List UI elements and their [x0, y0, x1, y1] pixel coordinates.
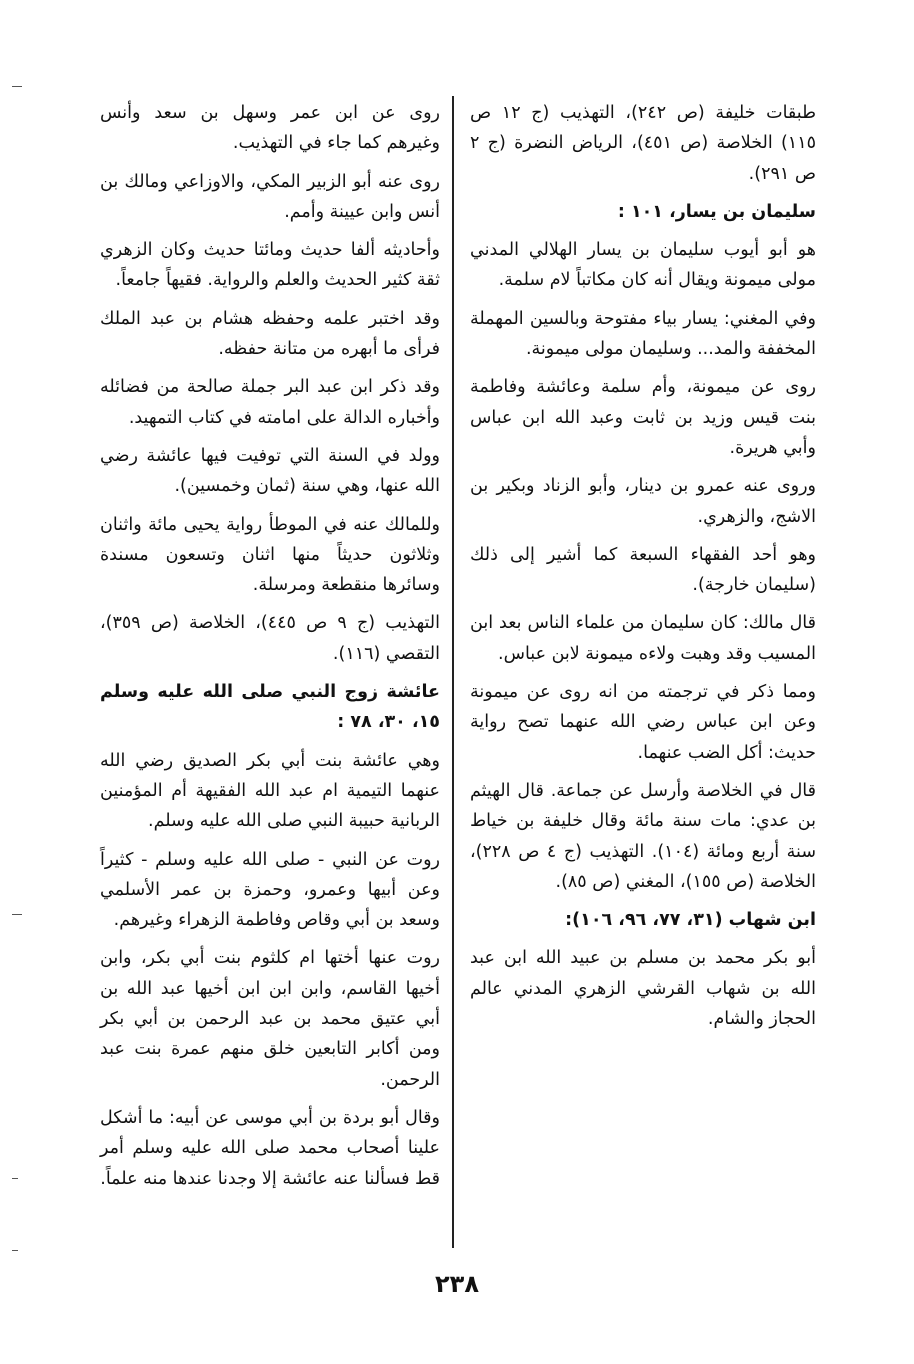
entry-heading: عائشة زوج النبي صلى الله عليه وسلم ١٥، ٣٠، ٧٨ :	[100, 682, 440, 733]
paragraph: وقال أبو بردة بن أبي موسى عن أبيه: ما أشكل علينا أصحاب محمد صلى الله عليه وسلم أمر قط فسألنا عنه عائشة إلا وجدنا عندها منه علماً.	[100, 1107, 440, 1189]
page-number: ٢٣٨	[435, 1270, 479, 1298]
paragraph: روت عنها أختها ام كلثوم بنت أبي بكر، وابن أخيها القاسم، وابن ابن ابن أخيها عبد الله بن أبي عتيق محمد بن عبد الرحمن بن أبي بكر ومن أكابر التابعين خلق منهم عمرة بنت عبد الرحمن.	[100, 948, 440, 1090]
paragraph: روى عنه أبو الزبير المكي، والاوزاعي ومالك بن أنس وابن عيينة وأمم.	[100, 171, 440, 222]
paragraph: وروى عنه عمرو بن دينار، وأبو الزناد وبكير بن الاشج، والزهري.	[470, 476, 816, 527]
scan-margin-mark	[12, 914, 22, 915]
paragraph: وولد في السنة التي توفيت فيها عائشة رضي الله عنها، وهي سنة (ثمان وخمسين).	[100, 445, 440, 497]
left-column	[100, 98, 440, 1202]
paragraph: وهي عائشة بنت أبي بكر الصديق رضي الله عنهما التيمية ام عبد الله الفقيهة أم المؤمنين الربانية حبيبة النبي صلى الله عليه وسلم.	[100, 750, 440, 832]
paragraph: وفي المغني: يسار بياء مفتوحة وبالسين المهملة المخففة والمد... وسليمان مولى ميمونة.	[470, 308, 816, 360]
paragraph: وقد اختبر علمه وحفظه هشام بن عبد الملك فرأى ما أبهره من متانة حفظه.	[100, 308, 440, 360]
paragraph: أبو بكر محمد بن مسلم بن عبيد الله ابن عبد الله بن شهاب القرشي الزهري المدني عالم الحجاز والشام.	[470, 948, 816, 1030]
scan-margin-mark	[12, 1178, 18, 1179]
paragraph: طبقات خليفة (ص ٢٤٢)، التهذيب (ج ١٢ ص ١١٥) الخلاصة (ص ٤٥١)، الرياض النضرة (ج ٢ ص ٢٩١).	[470, 103, 816, 184]
paragraph: روت عن النبي - صلى الله عليه وسلم - كثيراً وعن أبيها وعمرو، وحمزة بن عمر الأسلمي وسعد بن أبي وقاص وفاطمة الزهراء وغيرهم.	[100, 849, 440, 931]
paragraph: وقد ذكر ابن عبد البر جملة صالحة من فضائله وأخباره الدالة على امامته في كتاب التمهيد.	[100, 377, 440, 428]
scan-margin-mark	[12, 86, 22, 87]
paragraph: قال في الخلاصة وأرسل عن جماعة. قال الهيثم بن عدي: مات سنة مائة وقال خليفة بن خياط سنة أربع ومائة (١٠٤). التهذيب (ج ٤ ص ٢٢٨)، الخلاصة (ص ١٥٥)، المغني (ص ٨٥).	[470, 780, 817, 892]
paragraph: وهو أحد الفقهاء السبعة كما أشير إلى ذلك (سليمان خارجة).	[470, 544, 816, 596]
entry-heading: سليمان بن يسار، ١٠١ :	[617, 201, 816, 222]
column-divider	[452, 96, 454, 1248]
scan-margin-mark	[12, 1250, 18, 1251]
paragraph: هو أبو أيوب سليمان بن يسار الهلالي المدني مولى ميمونة ويقال أنه كان مكاتباً لام سلمة.	[470, 240, 816, 291]
paragraph: روى عن ابن عمر وسهل بن سعد وأنس وغيرهم كما جاء في التهذيب.	[100, 103, 440, 154]
paragraph: وللمالك عنه في الموطأ رواية يحيى مائة واثنان وثلاثون حديثاً منها اثنان وتسعون مسندة وسائرها منقطعة ومرسلة.	[100, 514, 440, 596]
paragraph: التهذيب (ج ٩ ص ٤٤٥)، الخلاصة (ص ٣٥٩)، التقصي (١١٦).	[100, 613, 440, 664]
paragraph: قال مالك: كان سليمان من علماء الناس بعد ابن المسيب وقد وهبت ولاءه ميمونة لابن عباس.	[470, 613, 816, 664]
paragraph: وأحاديثه ألفا حديث ومائتا حديث وكان الزهري ثقة كثير الحديث والعلم والرواية. فقيهاً جامعاً.	[100, 240, 440, 291]
entry-heading: ابن شهاب (٣١، ٧٧، ٩٦، ١٠٦):	[565, 910, 816, 931]
paragraph: روى عن ميمونة، وأم سلمة وعائشة وفاطمة بنت قيس وزيد بن ثابت وعبد الله ابن عباس وأبي هريرة.	[470, 377, 816, 458]
paragraph: ومما ذكر في ترجمته من انه روى عن ميمونة وعن ابن عباس رضي الله عنهما تصح رواية حديث: أكل الضب عنهما.	[470, 682, 816, 763]
right-column	[470, 98, 816, 1042]
